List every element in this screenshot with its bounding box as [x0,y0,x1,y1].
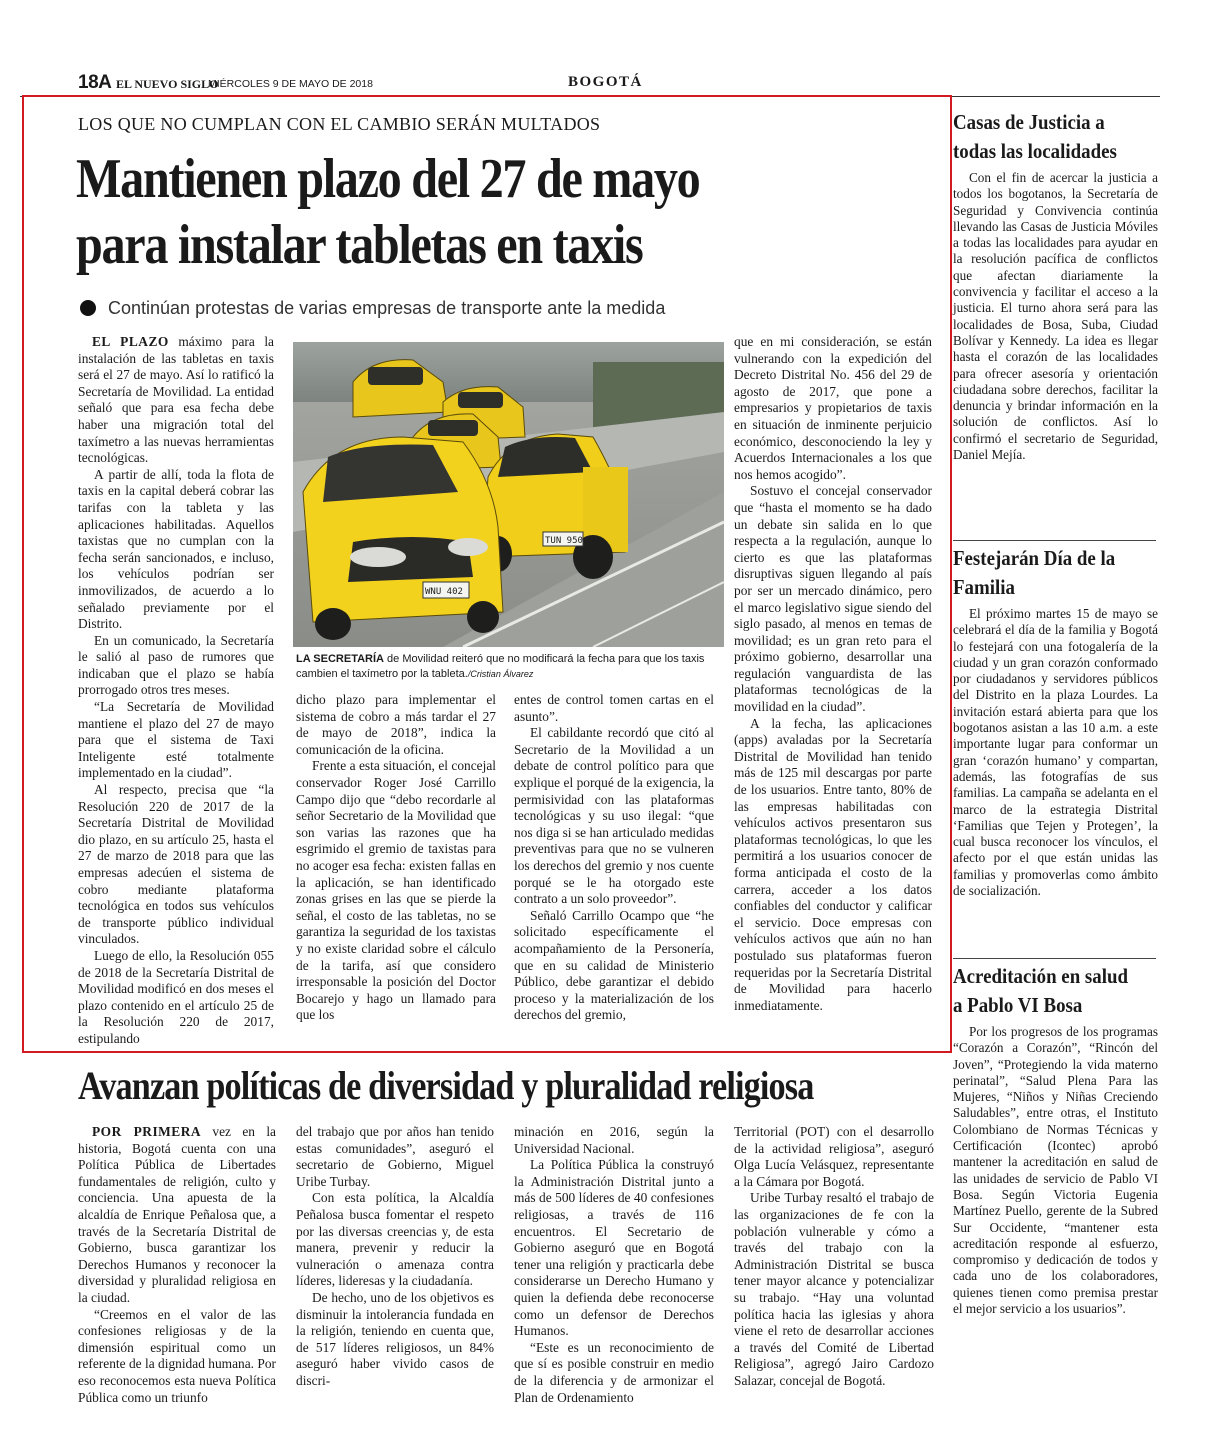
photo-credit: /Cristian Álvarez [467,669,534,679]
paragraph: Sostuvo el concejal conservador que “hasta el momento se ha dado un debate sin salida en lo que respecta a la regulación, aunque lo cierto es que las plataformas disruptivas siguen llegando al país por ser un mercado dinámico, pero el marco legislativo sigue siendo del siglo pasado, al menos en temas de movilidad; es un gran reto para el próximo gobierno, desarrollar una regulación vanguardista de las plataformas tecnológicas de la movilidad en la ciudad”. [734,483,932,715]
paragraph: EL PLAZO máximo para la instalación de las tabletas en taxis será el 27 de mayo. Así lo ratificó la Secretaría de Movilidad. La entidad señaló que para esa fecha debe haber una migración total del taxímetro a las nuevas herramientas tecnológicas. [78,334,274,466]
paragraph: En un comunicado, la Secretaría le salió al paso de rumores que indicaban que el plazo se había prorrogado otros tres meses. [78,632,274,698]
newspaper-name: EL NUEVO SIGLO [116,77,219,91]
headline-line-2: para instalar tabletas en taxis [76,214,643,276]
paragraph: Con esta política, la Alcaldía Peñalosa busca fomentar el respeto por las diversas creencias y, de esta manera, prevenir y reducir la vulneración o amenaza contra líderes, lideresas y la ciudadanía. [296,1190,494,1289]
paragraph: minación en 2016, según la Universidad Nacional. [514,1124,714,1156]
plate-text-2: TUN 950 [545,536,583,546]
sidebar-story-title: Festejarán Día de la Familia [953,546,1116,599]
taxi-photo-illustration [293,342,724,647]
paragraph: Señaló Carrillo Ocampo que “he solicitado específicamente el acompañamiento de la Personería, que en su calidad de Ministerio Público, debe garantizar el debido proceso y la materialización de los derechos del gremio, [514,907,714,1023]
paragraph: A partir de allí, toda la flota de taxis en la capital deberá cobrar las tarifas con la tableta y las aplicaciones habilitadas. Aquellos taxistas que no cumplan con la fecha serán sancionados, e incluso, los vehículos podrían ser inmovilizados, de acuerdo a lo señalado previamente por el Distrito. [78,466,274,632]
second-article-headline: Avanzan políticas de diversidad y pluralidad religiosa [78,1063,814,1108]
article-column-2 [296,692,496,1024]
photo-caption [296,652,724,682]
second-article-column-3 [514,1124,714,1406]
taxi-photo [293,342,724,647]
paragraph: del trabajo que por años han tenido estas comunidades”, aseguró el secretario de Gobierno, Miguel Uribe Turbay. [296,1124,494,1189]
sidebar-story-3 [953,962,1158,1317]
sidebar-story-title: Casas de Justicia a todas las localidades [953,110,1117,163]
headline-line-1: Mantienen plazo del 27 de mayo [76,148,700,210]
caption-lead: LA SECRETARÍA [296,653,384,665]
sidebar-story-2 [953,544,1158,899]
bullet-icon [80,300,96,316]
second-article-column-4 [734,1124,934,1390]
article-column-1 [78,334,274,1048]
sidebar-divider [953,958,1156,959]
paragraph: El cabildante recordó que citó al Secretario de la Movilidad a un debate de control político para que explique el porqué de la exigencia, la permisividad con las plataformas tecnológicas y su uso ilegal: “que nos diga si se han articulado medidas preventivas para que no se vulneren los derechos del gremio y nos cuente porqué se le ha otorgado este contrato a un solo proveedor”. [514,725,714,907]
article-column-4 [734,334,932,1014]
paragraph: “Creemos en el valor de las confesiones religiosas y de la dimensión espiritual como un referente de la dignidad humana. Por eso reconocemos esta nueva Política Pública como un triunfo [78,1306,276,1405]
caption-text: de Movilidad reiteró que no modificará la fecha para que los taxis cambien el taxímetro por la tableta. [296,653,705,680]
page-number: 18A [78,72,112,93]
paragraph: “La Secretaría de Movilidad mantiene el plazo del 27 de mayo para que el sistema de Taxi Inteligente esté totalmente implementado en la ciudad”. [78,699,274,781]
lead-word: EL PLAZO [92,334,169,349]
second-article-column-1 [78,1124,276,1406]
subhead-text: Continúan protestas de varias empresas de transporte ante la medida [108,298,666,318]
plate-text-1: WNU 402 [425,587,463,597]
paragraph: De hecho, uno de los objetivos es disminuir la intolerancia fundada en la religión, teniendo en cuenta que, de 517 líderes religiosos, un 84% aseguró haber vivido casos de discri- [296,1289,494,1388]
lead-word: POR PRIMERA [92,1124,202,1139]
paragraph: “Este es un reconocimiento de que sí es posible construir en medio de la diferencia y de armonizar el Plan de Ordenamiento [514,1339,714,1405]
paragraph: Uribe Turbay resaltó el trabajo de las organizaciones de fe con la población vulnerable y cómo a través del trabajo con la Administración Distrital se busca tener mayor alcance y potencializar su trabajo. “Hay una voluntad política hacia las iglesias y ahora viene el reto de desarrollar acciones a través del Comité de Libertad Religiosa”, agregó Jairo Cardozo Salazar, concejal de Bogotá. [734,1190,934,1388]
second-article-column-2 [296,1124,494,1390]
paragraph: Al respecto, precisa que “la Resolución 220 de 2017 de la Secretaría Distrital de Movilidad dio plazo, en su artículo 25, hasta el 27 de marzo de 2018 para que las empresas adecúen el sistema de cobro mediante plataforma tecnológica en todos sus vehículos de transporte público individual vinculados. [78,782,274,947]
sidebar-story-body: Por los progresos de los programas “Corazón a Corazón”, “Rincón del Joven”, “Protegiendo la vida materno perinatal”, “Salud Plena Para las Mujeres, “Niños y Niñas Creciendo Saludables”, entre otras, el Instituto Colombiano de Normas Técnicas y Certificación (Icontec) aprobó mantener la acreditación en salud de las unidades de servicio de Pablo VI Bosa. Según Victoria Eugenia Martínez Puello, gerente de la Subred Sur Occidente, “mantener esta acreditación responde al esfuerzo, compromiso y dedicación de todos y cada uno de los colaboradores, quienes tienen como premisa prestar el mejor servicio a los usuarios”. [953,1024,1158,1317]
article-headline [76,146,816,278]
paragraph: La Política Pública la construyó la Administración Distrital junto a más de 500 líderes de 40 confesiones religiosas, a través de 116 encuentros. El Secretario de Gobierno aseguró que en Bogotá tener una religión y practicarla debe considerarse un Derecho Humano y quien la defienda debe reconocerse como un defensor de Derechos Humanos. [514,1157,714,1339]
paragraph: Territorial (POT) con el desarrollo de la actividad religiosa”, aseguró Olga Lucía Velásquez, representante a la Cámara por Bogotá. [734,1124,934,1189]
paragraph: dicho plazo para implementar el sistema de cobro a más tardar el 27 de mayo de 2018”, indica la comunicación de la oficina. [296,692,496,757]
sidebar-divider [953,540,1156,541]
article-column-3 [514,692,714,1024]
sidebar-story-body: El próximo martes 15 de mayo se celebrará el día de la familia y Bogotá lo festejará con una fotogalería de la ciudad y un gran corazón conformado por ciudadanos y servidores públicos del Distrito en la plaza Lourdes. La invitación estará abierta para que los bogotanos asistan a las 10 a.m. a este importante lugar para conformar un gran ‘corazón humano’ y compartan, además, las fotografías de sus familias. La campaña se adelanta en el marco de la estrategia Distrital ‘Familias que Tejen y Protegen’, la cual busca reconocer los vínculos, el afecto por el que están unidas las familias y promoverlas como ámbito de socialización. [953,606,1158,899]
article-subhead [80,298,665,319]
sidebar-story-body: Con el fin de acercar la justicia a todos los bogotanos, la Secretaría de Seguridad y Convivencia continúa llevando las Casas de Justicia Móviles a todas las localidades para ayudar en la resolución pacífica de conflictos que afectan diariamente la convivencia y facilitar el acceso a la justicia. El turno ahora será para las localidades de Bosa, Suba, Ciudad Bolívar y Kennedy. La idea es llegar hasta el corazón de las localidades para ofrecer asesoría y orientación ciudadana sobre derechos, facilitar la denuncia y brindar información en la solución de conflictos. Así lo confirmó el secretario de Seguridad, Daniel Mejía. [953,170,1158,463]
issue-date: MIÉRCOLES 9 DE MAYO DE 2018 [208,78,373,90]
paragraph: Frente a esta situación, el concejal conservador Roger José Carrillo Campo dijo que “debo recordarle al señor Secretario de la Movilidad que son varias las razones que ha esgrimido el gremio de taxistas para no acoger esa fecha: existen fallas en la aplicación, se han identificado zonas grises en las que se pierde la señal, el costo de las tabletas, no se garantiza la seguridad de los taxistas y no existe claridad sobre el cálculo de la tarifa, así que considero irresponsable la posición del Doctor Bocarejo y hago un llamado para que los [296,758,496,1023]
section-name: BOGOTÁ [568,74,643,90]
paragraph: entes de control tomen cartas en el asunto”. [514,692,714,724]
sidebar-story-title: Acreditación en salud a Pablo VI Bosa [953,964,1129,1017]
masthead [78,74,1158,96]
sidebar-story-1 [953,108,1158,463]
paragraph: Luego de ello, la Resolución 055 de 2018 de la Secretaría Distrital de Movilidad modificó en dos meses el plazo contenido en el artículo 25 de la Resolución 220 de 2017, estipulando [78,947,274,1046]
article-kicker: LOS QUE NO CUMPLAN CON EL CAMBIO SERÁN MULTADOS [78,114,601,134]
paragraph: que en mi consideración, se están vulnerando con la expedición del Decreto Distrital No. 456 del 29 de agosto de 2017, que pone a empresarios y propietarios de taxis en situación de inminente perjuicio económico, desconociendo la ley y Acuerdos Internacionales a los que nos hemos acogido”. [734,334,932,482]
paragraph: POR PRIMERA vez en la historia, Bogotá cuenta con una Política Pública de Libertades fundamentales de religión, culto y conciencia. Una apuesta de la alcaldía de Enrique Peñalosa que, a través de la Secretaría Distrital de Gobierno, busca garantizar los Derechos Humanos y reconocer la diversidad y pluralidad religiosa en la ciudad. [78,1124,276,1305]
paragraph: A la fecha, las aplicaciones (apps) avaladas por la Secretaría Distrital de Movilidad han tenido más de 125 mil descargas por parte de los usuarios. Entre tanto, 80% de las empresas habilitadas con vehículos activos presentaron sus plataformas tecnológicas, lo que les permitirá a los usuarios conocer de forma anticipada el costo de la carrera, acceder a los datos confiables del conductor y calificar el servicio. Doce empresas con vehículos activos que aún no han postulado sus plataformas fueron requeridas por la Secretaría Distrital de Movilidad para hacerlo inmediatamente. [734,715,932,1013]
